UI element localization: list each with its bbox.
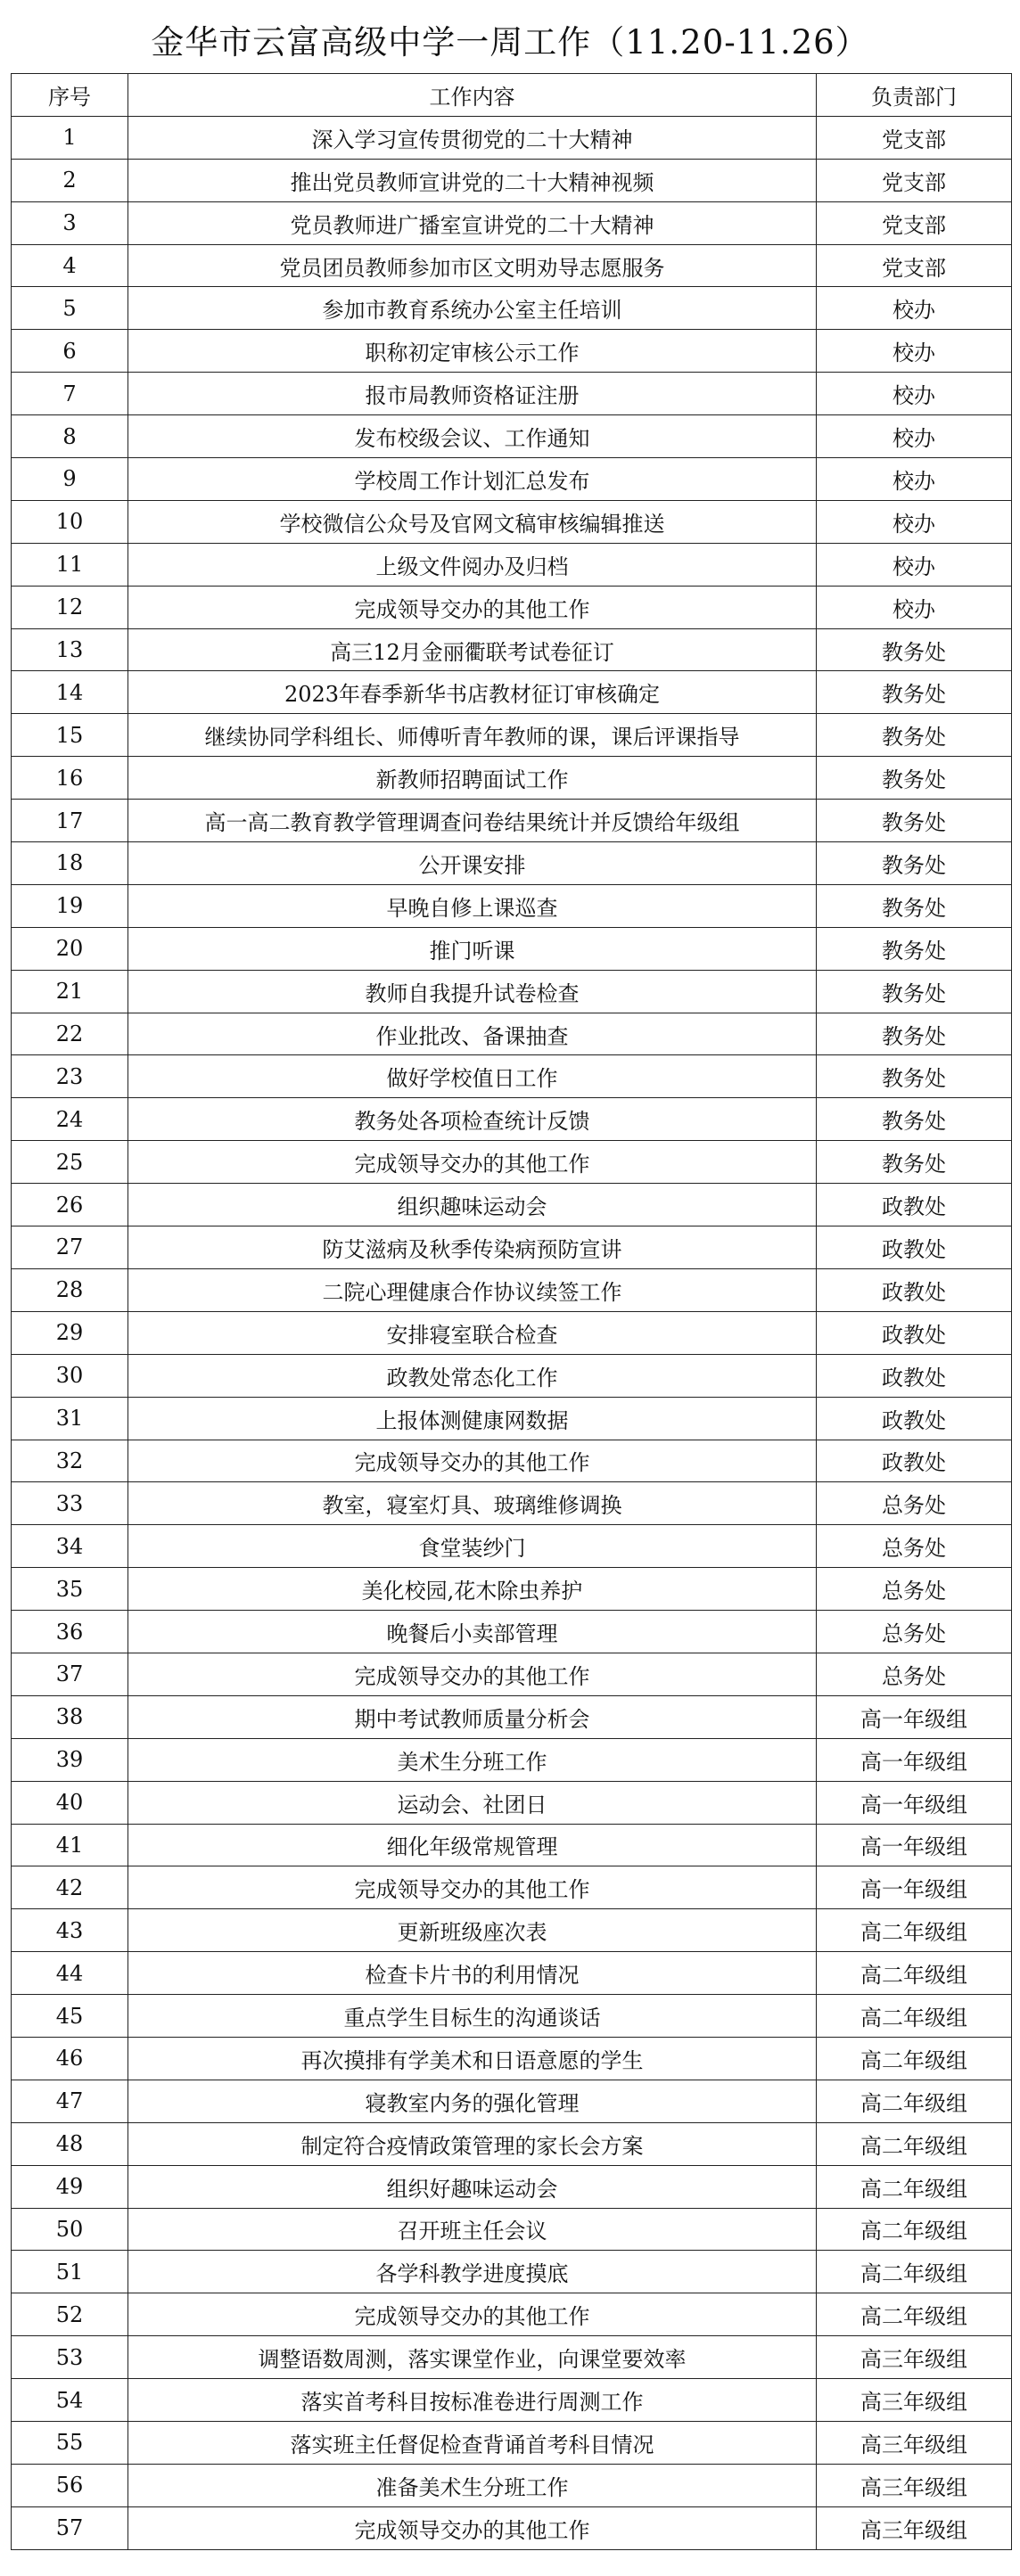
cell-content: 发布校级会议、工作通知 [128,415,817,458]
cell-content: 美术生分班工作 [128,1738,817,1781]
cell-department: 教务处 [817,970,1012,1013]
table-row [12,2165,1012,2208]
cell-content: 再次摸排有学美术和日语意愿的学生 [128,2037,817,2080]
cell-content: 做好学校值日工作 [128,1055,817,1098]
cell-content: 晚餐后小卖部管理 [128,1611,817,1653]
table-row [12,458,1012,501]
cell-index: 53 [12,2336,128,2379]
cell-content: 上级文件阅办及归档 [128,543,817,586]
table-row [12,586,1012,628]
cell-index: 12 [12,586,128,628]
cell-content: 政教处常态化工作 [128,1354,817,1397]
cell-department: 总务处 [817,1525,1012,1568]
cell-index: 56 [12,2464,128,2506]
cell-index: 43 [12,1909,128,1952]
cell-index: 10 [12,500,128,543]
header-content: 工作内容 [128,74,817,117]
cell-index: 55 [12,2421,128,2464]
cell-department: 总务处 [817,1653,1012,1695]
cell-content: 推门听课 [128,927,817,970]
cell-index: 27 [12,1226,128,1269]
cell-content: 重点学生目标生的沟通谈话 [128,1995,817,2038]
cell-content: 完成领导交办的其他工作 [128,1141,817,1184]
cell-index: 6 [12,330,128,373]
cell-index: 9 [12,458,128,501]
table-row [12,1611,1012,1653]
cell-department: 高二年级组 [817,2080,1012,2122]
cell-department: 高三年级组 [817,2506,1012,2549]
table-row [12,159,1012,201]
cell-index: 34 [12,1525,128,1568]
table-row [12,671,1012,714]
cell-content: 报市局教师资格证注册 [128,373,817,415]
cell-content: 期中考试教师质量分析会 [128,1695,817,1738]
cell-content: 教师自我提升试卷检查 [128,970,817,1013]
table-row [12,1653,1012,1695]
table-row [12,1354,1012,1397]
cell-content: 各学科教学进度摸底 [128,2251,817,2293]
cell-department: 高二年级组 [817,2293,1012,2336]
cell-department: 总务处 [817,1482,1012,1525]
cell-index: 13 [12,628,128,671]
cell-department: 高二年级组 [817,2037,1012,2080]
cell-content: 推出党员教师宣讲党的二十大精神视频 [128,159,817,201]
table-row [12,2080,1012,2122]
table-row [12,970,1012,1013]
table-header-row [12,74,1012,117]
cell-index: 17 [12,800,128,842]
table-row [12,1098,1012,1141]
cell-index: 19 [12,884,128,927]
table-row [12,415,1012,458]
cell-index: 21 [12,970,128,1013]
cell-department: 教务处 [817,927,1012,970]
cell-index: 33 [12,1482,128,1525]
cell-index: 32 [12,1440,128,1482]
cell-index: 31 [12,1397,128,1440]
cell-content: 组织趣味运动会 [128,1184,817,1226]
table-row [12,1738,1012,1781]
cell-department: 党支部 [817,244,1012,287]
cell-index: 4 [12,244,128,287]
cell-index: 51 [12,2251,128,2293]
cell-department: 高一年级组 [817,1695,1012,1738]
cell-department: 总务处 [817,1568,1012,1611]
cell-department: 总务处 [817,1611,1012,1653]
cell-index: 40 [12,1781,128,1824]
table-row [12,1695,1012,1738]
cell-department: 政教处 [817,1268,1012,1311]
cell-index: 37 [12,1653,128,1695]
cell-content: 高三12月金丽衢联考试卷征订 [128,628,817,671]
cell-content: 完成领导交办的其他工作 [128,586,817,628]
table-row [12,1184,1012,1226]
cell-index: 8 [12,415,128,458]
cell-index: 44 [12,1952,128,1995]
table-row [12,757,1012,800]
cell-department: 教务处 [817,1013,1012,1055]
cell-index: 23 [12,1055,128,1098]
cell-index: 46 [12,2037,128,2080]
cell-department: 教务处 [817,1055,1012,1098]
cell-department: 政教处 [817,1440,1012,1482]
table-row [12,1055,1012,1098]
cell-content: 职称初定审核公示工作 [128,330,817,373]
cell-content: 完成领导交办的其他工作 [128,2293,817,2336]
cell-content: 高一高二教育教学管理调查问卷结果统计并反馈给年级组 [128,800,817,842]
table-row [12,2506,1012,2549]
cell-index: 36 [12,1611,128,1653]
cell-index: 2 [12,159,128,201]
cell-index: 48 [12,2122,128,2165]
table-row [12,2379,1012,2422]
cell-department: 高二年级组 [817,1995,1012,2038]
cell-department: 高一年级组 [817,1781,1012,1824]
table-row [12,500,1012,543]
cell-index: 5 [12,287,128,330]
table-row [12,842,1012,885]
cell-department: 高一年级组 [817,1824,1012,1866]
cell-index: 57 [12,2506,128,2549]
cell-content: 学校周工作计划汇总发布 [128,458,817,501]
cell-department: 政教处 [817,1311,1012,1354]
cell-department: 高三年级组 [817,2336,1012,2379]
table-row [12,1311,1012,1354]
cell-index: 14 [12,671,128,714]
cell-content: 公开课安排 [128,842,817,885]
table-row [12,2251,1012,2293]
cell-content: 党员教师进广播室宣讲党的二十大精神 [128,201,817,244]
cell-index: 7 [12,373,128,415]
cell-content: 教务处各项检查统计反馈 [128,1098,817,1141]
cell-department: 教务处 [817,671,1012,714]
table-row [12,628,1012,671]
table-row [12,927,1012,970]
cell-content: 学校微信公众号及官网文稿审核编辑推送 [128,500,817,543]
table-row [12,244,1012,287]
table-row [12,373,1012,415]
table-row [12,1866,1012,1909]
header-department: 负责部门 [817,74,1012,117]
cell-department: 教务处 [817,714,1012,757]
cell-content: 继续协同学科组长、师傅听青年教师的课，课后评课指导 [128,714,817,757]
table-row [12,2037,1012,2080]
cell-content: 调整语数周测，落实课堂作业，向课堂要效率 [128,2336,817,2379]
cell-department: 高二年级组 [817,2208,1012,2251]
cell-content: 深入学习宣传贯彻党的二十大精神 [128,116,817,159]
cell-index: 28 [12,1268,128,1311]
cell-department: 校办 [817,458,1012,501]
cell-index: 39 [12,1738,128,1781]
table-row [12,1440,1012,1482]
table-body [12,116,1012,2549]
table-row [12,201,1012,244]
table-row [12,2464,1012,2506]
cell-department: 教务处 [817,800,1012,842]
cell-department: 高二年级组 [817,2165,1012,2208]
cell-index: 50 [12,2208,128,2251]
cell-content: 完成领导交办的其他工作 [128,2506,817,2549]
cell-department: 校办 [817,373,1012,415]
cell-department: 党支部 [817,159,1012,201]
cell-department: 高一年级组 [817,1866,1012,1909]
cell-department: 党支部 [817,201,1012,244]
cell-department: 校办 [817,543,1012,586]
cell-content: 上报体测健康网数据 [128,1397,817,1440]
table-row [12,330,1012,373]
cell-department: 高一年级组 [817,1738,1012,1781]
cell-content: 党员团员教师参加市区文明劝导志愿服务 [128,244,817,287]
cell-index: 30 [12,1354,128,1397]
cell-content: 寝教室内务的强化管理 [128,2080,817,2122]
table-row [12,2122,1012,2165]
cell-department: 高二年级组 [817,2251,1012,2293]
cell-department: 高二年级组 [817,1909,1012,1952]
cell-content: 落实首考科目按标准卷进行周测工作 [128,2379,817,2422]
cell-content: 参加市教育系统办公室主任培训 [128,287,817,330]
cell-content: 更新班级座次表 [128,1909,817,1952]
cell-department: 教务处 [817,842,1012,885]
cell-index: 15 [12,714,128,757]
cell-content: 二院心理健康合作协议续签工作 [128,1268,817,1311]
cell-department: 政教处 [817,1354,1012,1397]
cell-content: 安排寝室联合检查 [128,1311,817,1354]
cell-index: 29 [12,1311,128,1354]
cell-index: 20 [12,927,128,970]
cell-content: 细化年级常规管理 [128,1824,817,1866]
table-row [12,2208,1012,2251]
header-index: 序号 [12,74,128,117]
table-row [12,1952,1012,1995]
cell-index: 3 [12,201,128,244]
cell-index: 41 [12,1824,128,1866]
table-row [12,2293,1012,2336]
table-row [12,1824,1012,1866]
table-row [12,1995,1012,2038]
cell-index: 52 [12,2293,128,2336]
cell-department: 教务处 [817,1141,1012,1184]
cell-content: 2023年春季新华书店教材征订审核确定 [128,671,817,714]
cell-index: 11 [12,543,128,586]
table-row [12,1013,1012,1055]
cell-index: 26 [12,1184,128,1226]
cell-department: 校办 [817,330,1012,373]
cell-department: 党支部 [817,116,1012,159]
cell-department: 高二年级组 [817,2122,1012,2165]
cell-index: 16 [12,757,128,800]
cell-index: 18 [12,842,128,885]
cell-content: 教室，寝室灯具、玻璃维修调换 [128,1482,817,1525]
cell-department: 教务处 [817,628,1012,671]
table-row [12,543,1012,586]
table-row [12,714,1012,757]
cell-content: 组织好趣味运动会 [128,2165,817,2208]
cell-department: 校办 [817,500,1012,543]
table-row [12,1268,1012,1311]
cell-department: 校办 [817,415,1012,458]
cell-index: 45 [12,1995,128,2038]
cell-department: 政教处 [817,1397,1012,1440]
cell-index: 38 [12,1695,128,1738]
page-title: 金华市云富高级中学一周工作（11.20-11.26） [151,23,869,62]
cell-index: 54 [12,2379,128,2422]
cell-index: 25 [12,1141,128,1184]
cell-department: 教务处 [817,884,1012,927]
table-row [12,1397,1012,1440]
table-row [12,1141,1012,1184]
cell-content: 美化校园,花木除虫养护 [128,1568,817,1611]
cell-content: 完成领导交办的其他工作 [128,1653,817,1695]
cell-content: 早晚自修上课巡查 [128,884,817,927]
weekly-work-table [11,73,1012,2550]
cell-content: 食堂装纱门 [128,1525,817,1568]
cell-department: 高三年级组 [817,2421,1012,2464]
table-row [12,1568,1012,1611]
cell-index: 42 [12,1866,128,1909]
cell-content: 召开班主任会议 [128,2208,817,2251]
cell-index: 22 [12,1013,128,1055]
cell-content: 运动会、社团日 [128,1781,817,1824]
table-row [12,1482,1012,1525]
cell-content: 作业批改、备课抽查 [128,1013,817,1055]
cell-content: 准备美术生分班工作 [128,2464,817,2506]
table-row [12,1525,1012,1568]
cell-department: 高三年级组 [817,2464,1012,2506]
cell-department: 高二年级组 [817,1952,1012,1995]
cell-department: 校办 [817,586,1012,628]
cell-index: 24 [12,1098,128,1141]
cell-index: 35 [12,1568,128,1611]
cell-department: 高三年级组 [817,2379,1012,2422]
cell-index: 47 [12,2080,128,2122]
cell-department: 教务处 [817,757,1012,800]
table-row [12,884,1012,927]
cell-index: 49 [12,2165,128,2208]
cell-content: 检查卡片书的利用情况 [128,1952,817,1995]
cell-department: 政教处 [817,1184,1012,1226]
table-row [12,2336,1012,2379]
cell-index: 1 [12,116,128,159]
table-row [12,1909,1012,1952]
cell-content: 新教师招聘面试工作 [128,757,817,800]
cell-department: 政教处 [817,1226,1012,1269]
cell-department: 校办 [817,287,1012,330]
cell-content: 完成领导交办的其他工作 [128,1866,817,1909]
cell-content: 落实班主任督促检查背诵首考科目情况 [128,2421,817,2464]
cell-content: 防艾滋病及秋季传染病预防宣讲 [128,1226,817,1269]
table-row [12,1781,1012,1824]
cell-content: 制定符合疫情政策管理的家长会方案 [128,2122,817,2165]
table-row [12,1226,1012,1269]
table-row [12,116,1012,159]
table-row [12,287,1012,330]
cell-department: 教务处 [817,1098,1012,1141]
table-row [12,2421,1012,2464]
table-row [12,800,1012,842]
cell-content: 完成领导交办的其他工作 [128,1440,817,1482]
